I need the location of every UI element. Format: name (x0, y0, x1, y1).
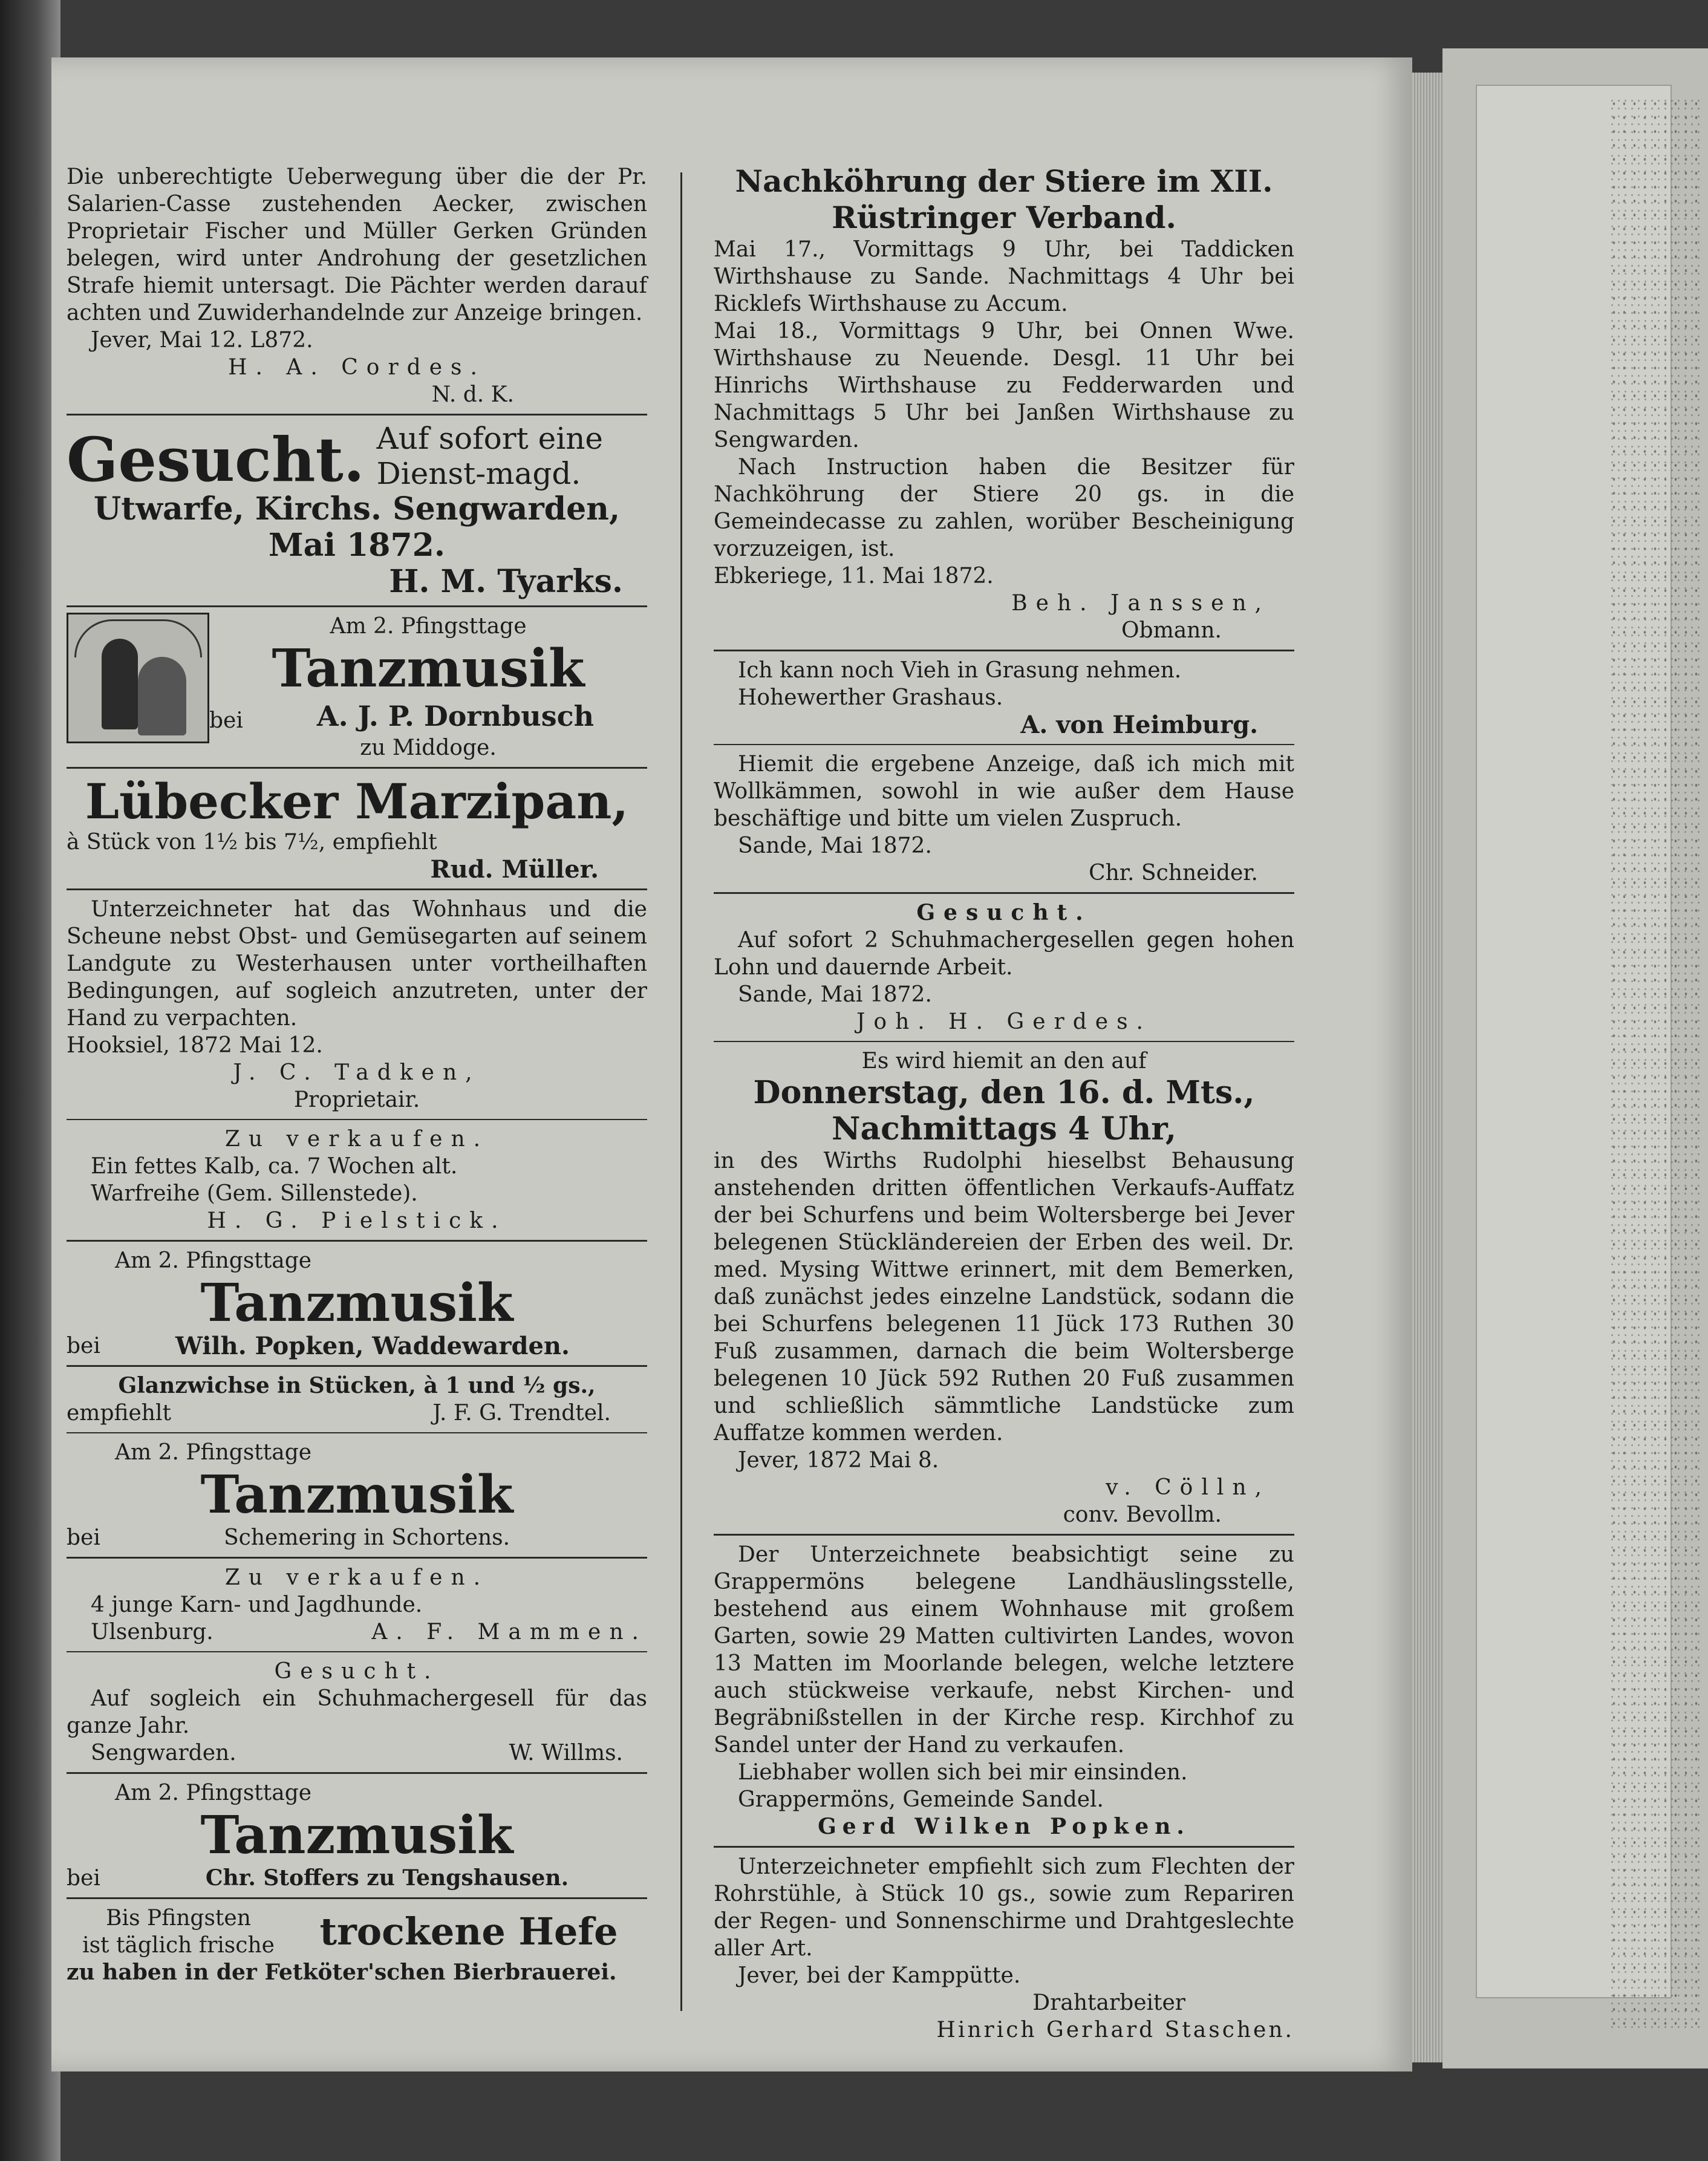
ad-signature-title: Drahtarbeiter (1032, 1990, 1185, 2015)
ad-name: A. J. P. Dornbusch (316, 700, 595, 732)
ad-line: empfiehlt (67, 1401, 171, 1426)
ad-signature: H. M. Tyarks. (389, 563, 623, 600)
ad-signature: H. A. Cordes. (228, 355, 486, 380)
divider (714, 892, 1294, 894)
ad-heading: Gesucht. (67, 424, 365, 495)
ad-signature-title: Proprietair. (293, 1087, 420, 1112)
ad-willms (67, 1658, 647, 1767)
divider (714, 650, 1294, 651)
ad-line: 4 junge Karn- und Jagdhunde. (91, 1592, 423, 1617)
ad-marzipan (67, 774, 647, 883)
left-column (67, 163, 647, 1986)
ad-text: Die unberechtigte Ueberwegung über die der Pr. Salarien-Casse zustehenden Aecker, zwischen Proprietair Fischer und Müller Gerken Gründen belegen, wird unter Androhung der gesetzlichen Strafe hiemit untersagt. Die Pächter werden darauf achten und Zuwiderhandelnde zur Anzeige bringen. (67, 165, 647, 325)
divider (714, 1041, 1294, 1042)
ad-place: Ebkeriege, 11. Mai 1872. (714, 564, 994, 588)
ad-dornbusch (67, 613, 647, 761)
ad-title: trockene Hefe (319, 1909, 618, 1954)
ad-text: Der Unterzeichnete beabsichtigt seine zu Grappermöns belegene Landhäuslingsstelle, bestehend aus einem Wohnhause mit großem Garten, sowie 29 Matten cultivirten Landes, wovon 13 Matten im Moorlande belegen, welche letztere auch stückweise verkaufe, nebst Kirchen- und Begräbnißstellen in der Kirche resp. Kirchhof zu Sandel unter der Hand zu verkaufen. (714, 1542, 1294, 1758)
column-rule (680, 172, 682, 2011)
ad-heading: Zu verkaufen. (224, 1565, 489, 1590)
ad-bei: bei (67, 1866, 100, 1891)
divider (67, 767, 647, 769)
divider (67, 1651, 647, 1652)
ad-line: à Stück von 1½ bis 7½, empfiehlt (67, 830, 437, 855)
divider (67, 1772, 647, 1774)
ad-signature: Joh. H. Gerdes. (856, 1009, 1152, 1034)
ad-signature: Gerd Wilken Popken. (818, 1814, 1190, 1839)
ad-signature-title: conv. Bevollm. (1063, 1502, 1222, 1527)
ad-signature: v. Cölln, (1106, 1475, 1270, 1500)
divider (67, 888, 647, 890)
ad-line: Utwarfe, Kirchs. Sengwarden, (93, 491, 621, 527)
ad-heading-sub: Auf sofort eine Dienst-magd. (376, 421, 603, 491)
ad-text: Mai 17., Vormittags 9 Uhr, bei Taddicken Wirthshause zu Sande. Nachmittags 4 Uhr bei Ricklefs Wirthshause zu Accum. (714, 237, 1294, 316)
divider (67, 605, 647, 607)
ad-bei: bei (67, 1334, 100, 1358)
ad-line: Bis Pfingsten (106, 1906, 251, 1931)
ad-title: Tanzmusik (200, 1464, 513, 1525)
ad-place: zu Middoge. (360, 735, 497, 760)
ad-place: Hooksiel, 1872 Mai 12. (67, 1033, 323, 1058)
ad-text: Auf sofort 2 Schuhmachergesellen gegen hohen Lohn und dauernde Arbeit. (714, 928, 1294, 980)
divider (67, 1365, 647, 1367)
ad-signature: Rud. Müller. (430, 855, 599, 884)
ad-time-big: Nachmittags 4 Uhr, (831, 1110, 1177, 1147)
ad-heading: Zu verkaufen. (224, 1127, 489, 1152)
ad-heading: Nachköhrung der Stiere im XII. Rüstringer Verband. (735, 163, 1273, 235)
marbled-edge (1609, 97, 1700, 2032)
ad-staschen (714, 1853, 1294, 2044)
ad-bei: bei (67, 1525, 100, 1550)
divider (67, 1119, 647, 1120)
divider (67, 1897, 647, 1899)
divider (714, 744, 1294, 745)
ad-tyarks (67, 421, 647, 600)
ad-line: Warfreihe (Gem. Sillenstede). (91, 1181, 418, 1206)
divider (67, 1432, 647, 1433)
ad-text: Unterzeichneter hat das Wohnhaus und die Scheune nebst Obst- und Gemüsegarten auf seinem Landgute zu Westerhausen unter vortheilhaften Bedingungen, auf sogleich anzutreten, unter der Hand zu verpachten. (67, 897, 647, 1031)
ad-place: Jever, Mai 12. L872. (91, 328, 313, 353)
ad-tadken (67, 896, 647, 1113)
ad-place: Sande, Mai 1872. (738, 833, 932, 858)
divider (714, 1846, 1294, 1848)
ad-title: Tanzmusik (200, 1273, 513, 1334)
ad-cordes (67, 163, 647, 408)
ad-signature: A. von Heimburg. (1020, 711, 1258, 739)
ad-hefe (67, 1905, 647, 1986)
divider (67, 1557, 647, 1559)
ad-gerdes (714, 899, 1294, 1035)
ad-text: Nach Instruction haben die Besitzer für Nachköhrung der Stiere 20 gs. in die Gemeindecasse zu zahlen, worüber Bescheinigung vorzuzeigen, ist. (714, 455, 1294, 561)
ad-signature: Hinrich Gerhard Staschen. (936, 2018, 1294, 2042)
ad-trendtel (67, 1372, 647, 1427)
ad-line: zu haben in der Fetköter'schen Bierbrauerei. (67, 1960, 617, 1985)
ad-text: in des Wirths Rudolphi hieselbst Behausung anstehenden dritten öffentlichen Verkaufs-Auffatz der bei Schurfens und beim Woltersberge bei Jever belegenen Stückländereien der Erben des weil. Dr. med. Mysing Wittwe erinnert, mit dem Bemerken, daß zunächst jedes einzelne Landstück, sodann die bei Schurfens belegenen 11 Jück 173 Ruthen 30 Fuß zusammen, darnach die beim Woltersberge belegenen 10 Jück 592 Ruthen 20 Fuß zusammen und schließlich sämmtliche Landstücke zum Auffatze kommen werden. (714, 1149, 1294, 1446)
ad-place: Ulsenburg. (91, 1620, 214, 1644)
divider (714, 1534, 1294, 1536)
ad-line: Ein fettes Kalb, ca. 7 Wochen alt. (91, 1154, 458, 1179)
ad-name: Chr. Stoffers zu Tengshausen. (205, 1865, 569, 1891)
ad-signature: J. C. Tadken, (233, 1060, 481, 1085)
ad-mammen (67, 1564, 647, 1646)
ad-line: Glanzwichse in Stücken, à 1 und ½ gs., (118, 1373, 596, 1398)
ad-place: Jever, 1872 Mai 8. (738, 1448, 939, 1473)
dancing-couple-woodcut (67, 613, 209, 743)
ad-place: Jever, bei der Kamppütte. (738, 1963, 1021, 1988)
ad-title: Tanzmusik (272, 638, 585, 699)
ad-text: Mai 18., Vormittags 9 Uhr, bei Onnen Wwe. Wirthshause zu Neuende. Desgl. 11 Uhr bei Hinrichs Wirthshause zu Fedderwarden und Nachmittags 5 Uhr bei Janßen Wirthshause zu Sengwarden. (714, 319, 1294, 452)
ad-line: Hohewerther Grashaus. (738, 685, 1003, 710)
ad-line: Liebhaber wollen sich bei mir einsinden. (738, 1760, 1188, 1785)
ad-top: Am 2. Pfingsttage (115, 1248, 312, 1273)
right-column (714, 163, 1294, 2044)
ad-line: Auf sogleich ein Schuhmachergesell für das ganze Jahr. (67, 1686, 647, 1738)
ad-heimburg (714, 657, 1294, 738)
ad-signature-title: Obmann. (1121, 618, 1222, 643)
divider (67, 414, 647, 416)
ad-date: Mai 1872. (269, 527, 445, 564)
divider (67, 1240, 647, 1242)
ad-place: Sande, Mai 1872. (738, 982, 932, 1007)
ad-signature: J. F. G. Trendtel. (432, 1401, 611, 1426)
ad-signature-title: N. d. K. (431, 382, 514, 407)
ad-signature: W. Willms. (509, 1741, 623, 1765)
ad-stoffers (67, 1779, 647, 1892)
ad-pielstick (67, 1126, 647, 1234)
ad-signature: H. G. Pielstick. (207, 1208, 507, 1233)
ad-popken (67, 1247, 647, 1360)
ad-name: Schemering in Schortens. (224, 1525, 510, 1550)
ad-verkauf-jever (714, 1048, 1294, 1528)
ad-grappermoens (714, 1541, 1294, 1840)
ad-title: Lübecker Marzipan, (85, 773, 629, 830)
ad-text: Unterzeichneter empfiehlt sich zum Flechten der Rohrstühle, à Stück 10 gs., sowie zum Repariren der Regen- und Sonnenschirme und Drahtgeslechte aller Art. (714, 1854, 1294, 1961)
ad-schemering (67, 1439, 647, 1551)
ad-place: Grappermöns, Gemeinde Sandel. (738, 1787, 1104, 1812)
ad-text: Hiemit die ergebene Anzeige, daß ich mich mit Wollkämmen, sowohl in wie außer dem Hause beschäftige und bitte um vielen Zuspruch. (714, 752, 1294, 831)
ad-bei: bei (209, 708, 243, 733)
ad-top: Am 2. Pfingsttage (115, 1440, 312, 1465)
ad-signature: A. F. Mammen. (371, 1620, 647, 1644)
ad-name: Wilh. Popken, Waddewarden. (175, 1332, 570, 1360)
ad-title: Tanzmusik (200, 1805, 513, 1866)
ad-heading: Gesucht. (274, 1659, 440, 1684)
ad-line: ist täglich frische (82, 1933, 275, 1958)
ad-line: Ich kann noch Vieh in Grasung nehmen. (738, 658, 1182, 683)
ad-signature: Beh. Janssen, (1011, 591, 1270, 616)
page-edges (1412, 73, 1442, 2062)
ad-date-big: Donnerstag, den 16. d. Mts., (753, 1074, 1255, 1111)
ad-schneider (714, 751, 1294, 887)
ad-heading: Gesucht. (916, 900, 1092, 925)
ad-top: Am 2. Pfingsttage (330, 614, 527, 639)
ad-line: Es wird hiemit an den auf (861, 1049, 1147, 1074)
ad-place: Sengwarden. (91, 1741, 236, 1765)
ad-nachkoehrung (714, 163, 1294, 644)
ad-signature: Chr. Schneider. (1089, 861, 1258, 885)
ad-top: Am 2. Pfingsttage (115, 1781, 312, 1805)
